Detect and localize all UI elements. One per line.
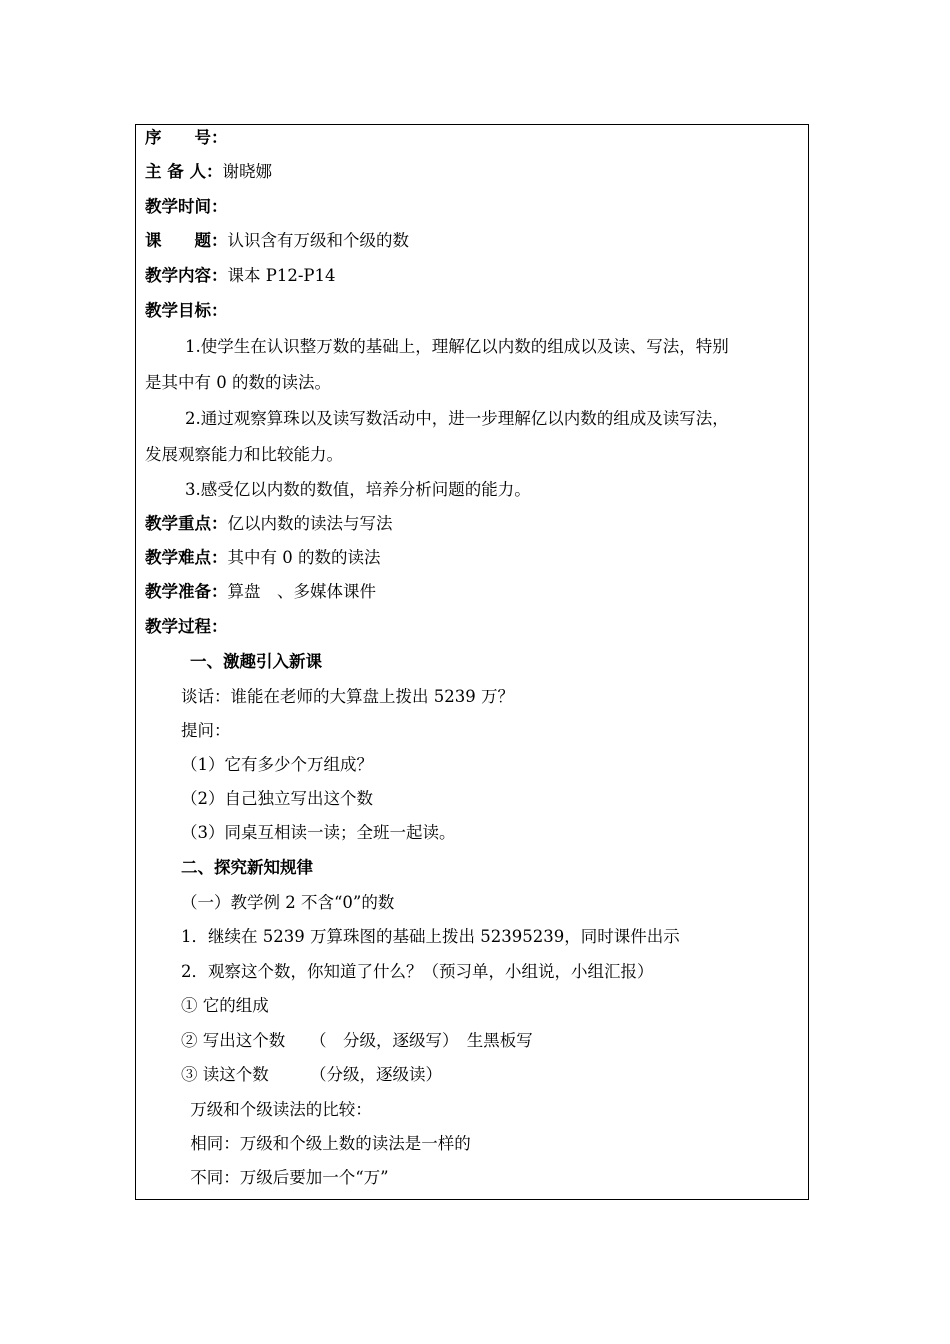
goal-line: 1.使学生在认识整万数的基础上，理解亿以内数的组成以及读、写法，特别 xyxy=(185,337,729,356)
preparer-value: 谢晓娜 xyxy=(222,162,272,181)
topic-row xyxy=(145,231,409,251)
process-label: 教学过程： xyxy=(145,617,228,636)
topic-label: 课 题： xyxy=(145,231,228,250)
process-line: （一）教学例 2 不含“0”的数 xyxy=(181,893,395,912)
content-value: 课本 P12-P14 xyxy=(227,266,336,285)
focus-value: 亿以内数的读法与写法 xyxy=(227,514,393,533)
process-line: 2．观察这个数，你知道了什么？（预习单，小组说，小组汇报） xyxy=(181,962,654,981)
preparer-row xyxy=(145,162,272,182)
process-line: ① 它的组成 xyxy=(181,996,269,1015)
process-line: 相同：万级和个级上数的读法是一样的 xyxy=(185,1134,471,1153)
preparer-label: 主 备 人： xyxy=(145,162,223,181)
difficulty-label: 教学难点： xyxy=(145,548,228,567)
process-line: （2）自己独立写出这个数 xyxy=(181,789,373,808)
serial-label: 序 号： xyxy=(145,128,228,147)
process-line: 1．继续在 5239 万算珠图的基础上拨出 52395239，同时课件出示 xyxy=(181,927,680,946)
difficulty-row xyxy=(145,548,381,568)
process-line: ③ 读这个数 （分级，逐级读） xyxy=(181,1065,442,1084)
goal-line: 2.通过观察算珠以及读写数活动中，进一步理解亿以内数的组成及读写法， xyxy=(185,409,729,428)
goal-line: 发展观察能力和比较能力。 xyxy=(145,445,343,464)
section1-title: 一、激趣引入新课 xyxy=(190,652,322,671)
process-line: 不同：万级后要加一个“万” xyxy=(185,1168,389,1187)
process-line: （1）它有多少个万组成？ xyxy=(181,755,373,774)
process-line: 万级和个级读法的比较： xyxy=(185,1100,372,1119)
process-line: 谈话：谁能在老师的大算盘上拨出 5239 万？ xyxy=(181,687,514,706)
content-label: 教学内容： xyxy=(145,266,228,285)
preparation-label: 教学准备： xyxy=(145,582,228,601)
content-row xyxy=(145,266,336,286)
goals-label: 教学目标： xyxy=(145,301,228,320)
section2-title: 二、探究新知规律 xyxy=(181,858,313,877)
preparation-value: 算盘 、多媒体课件 xyxy=(227,582,376,601)
focus-label: 教学重点： xyxy=(145,514,228,533)
time-label: 教学时间： xyxy=(145,197,228,216)
process-line: ② 写出这个数 （ 分级，逐级写） 生黑板写 xyxy=(181,1031,533,1050)
goal-line: 3.感受亿以内数的数值，培养分析问题的能力。 xyxy=(185,480,531,499)
topic-value: 认识含有万级和个级的数 xyxy=(227,231,409,250)
preparation-row xyxy=(145,582,376,602)
process-line: 提问： xyxy=(181,721,231,740)
goal-line: 是其中有 0 的数的读法。 xyxy=(145,373,331,392)
focus-row xyxy=(145,514,393,534)
process-line: （3）同桌互相读一读；全班一起读。 xyxy=(181,823,456,842)
difficulty-value: 其中有 0 的数的读法 xyxy=(227,548,381,567)
